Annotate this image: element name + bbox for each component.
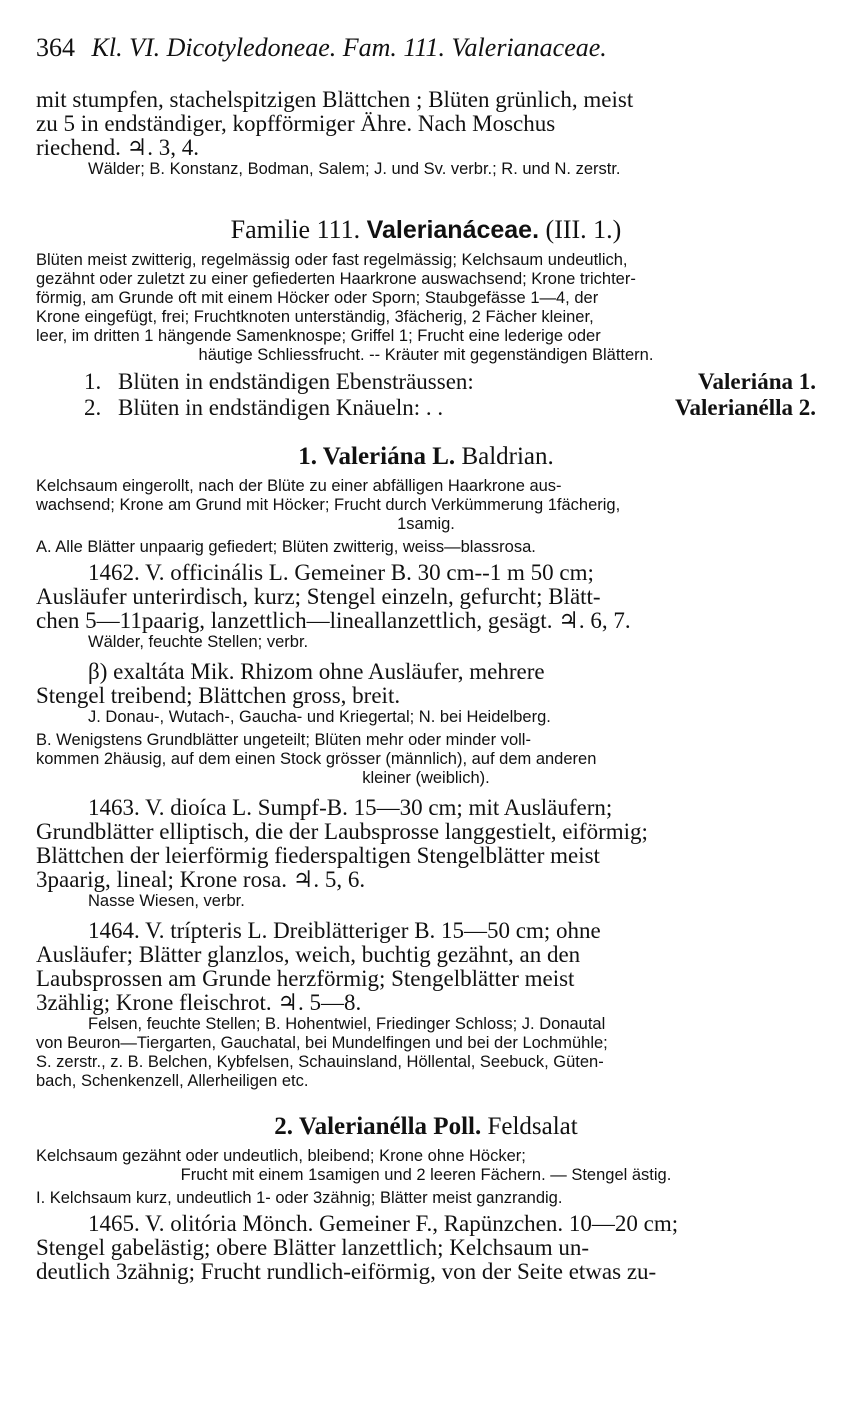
genus-heading [36,1113,816,1141]
text-line: leer, im dritten 1 hängende Samenknospe; Griffel 1; Frucht eine lederige oder [36,327,601,345]
text-line: B. Wenigstens Grundblätter ungeteilt; Blüten mehr oder minder voll- [36,731,531,749]
page-number: 364 [36,33,75,62]
variety-beta [36,660,816,727]
key-number: 2. [84,395,102,420]
text-line: Grundblätter elliptisch, die der Laubsprosse langgestielt, eiförmig; [36,819,648,844]
text-line: kleiner (weiblich). [362,769,490,787]
key-text: Blüten in endständigen Ebensträussen: [118,369,474,394]
habitat-line: S. zerstr., z. B. Belchen, Kybfelsen, Schauinsland, Höllental, Seebuck, Güten- [36,1053,604,1071]
genus-common-name: Baldrian. [461,443,554,470]
text-line: 1samig. [397,515,455,533]
key-row [36,395,816,421]
text-line: Blättchen der leierförmig fiederspaltigen Stengelblätter meist [36,843,600,868]
text-line: Frucht mit einem 1samigen und 2 leeren Fächern. — Stengel ästig. [180,1166,672,1184]
habitat-line: bach, Schenkenzell, Allerheiligen etc. [36,1072,309,1090]
genus-description [36,1147,816,1185]
family-label: Familie 111. [230,215,361,244]
habitat-line: Nasse Wiesen, verbr. [88,892,245,910]
text-line: Blüten meist zwitterig, regelmässig oder fast regelmässig; Kelchsaum undeutlich, [36,251,628,269]
text-line: häutige Schliessfrucht. -- Kräuter mit gegenständigen Blättern. [198,346,654,364]
text-line: Kelchsaum eingerollt, nach der Blüte zu einer abfälligen Haarkrone aus- [36,477,562,495]
text-line: chen 5—11paarig, lanzettlich—lineallanzettlich, gesägt. ♃. 6, 7. [36,608,631,633]
text-line: Laubsprossen am Grunde herzförmig; Stengelblätter meist [36,966,575,991]
key-result: Valeriána 1. [698,369,816,394]
text-line: Kelchsaum gezähnt oder undeutlich, bleibend; Krone ohne Höcker; [36,1147,526,1165]
family-heading [36,215,816,245]
habitat-line: Wälder, feuchte Stellen; verbr. [88,633,309,651]
text-line: 1464. V. trípteris L. Dreiblätteriger B. 15—50 cm; ohne [88,918,601,943]
section-b [36,731,816,788]
genus-title: 1. Valeriána L. [298,443,456,470]
genus-key [36,369,816,421]
key-text: Blüten in endständigen Knäueln: . . [118,395,444,420]
genus-title: 2. Valerianélla Poll. [274,1113,482,1140]
species-1465 [36,1212,816,1284]
species-1464 [36,919,816,1091]
running-title: Kl. VI. Dicotyledoneae. Fam. 111. Valerianaceae. [91,33,607,62]
key-result: Valerianélla 2. [675,395,816,420]
text-line: Ausläufer unterirdisch, kurz; Stengel einzeln, gefurcht; Blätt- [36,584,601,609]
habitat-line: J. Donau-, Wutach-, Gaucha- und Kriegertal; N. bei Heidelberg. [88,708,551,726]
habitat-line: Felsen, feuchte Stellen; B. Hohentwiel, Friedinger Schloss; J. Donautal [88,1015,606,1033]
habitat-line: von Beuron—Tiergarten, Gauchatal, bei Mundelfingen und bei der Lochmühle; [36,1034,608,1052]
key-number: 1. [84,369,102,394]
habitat-line: Wälder; B. Konstanz, Bodman, Salem; J. und Sv. verbr.; R. und N. zerstr. [88,160,621,178]
genus-heading [36,443,816,471]
text-line: kommen 2häusig, auf dem einen Stock grösser (männlich), auf dem anderen [36,750,597,768]
key-row [36,369,816,395]
text-line: Stengel treibend; Blättchen gross, breit. [36,683,401,708]
running-header [36,34,816,62]
species-1463 [36,796,816,911]
text-line: 1465. V. olitória Mönch. Gemeiner F., Rapünzchen. 10—20 cm; [88,1211,679,1236]
text-line: zu 5 in endständiger, kopfförmiger Ähre. Nach Moschus [36,111,556,136]
text-line: mit stumpfen, stachelspitzigen Blättchen ; Blüten grünlich, meist [36,87,634,112]
text-line: wachsend; Krone am Grund mit Höcker; Frucht durch Verkümmerung 1fächerig, [36,496,621,514]
text-line: 1462. V. officinális L. Gemeiner B. 30 cm--1 m 50 cm; [88,560,594,585]
section-heading: I. Kelchsaum kurz, undeutlich 1- oder 3zähnig; Blätter meist ganzrandig. [36,1189,563,1207]
carry-over-entry [36,88,816,179]
family-class: (III. 1.) [545,215,622,244]
text-line: förmig, am Grunde oft mit einem Höcker oder Sporn; Staubgefässe 1—4, der [36,289,599,307]
text-line: Stengel gabelästig; obere Blätter lanzettlich; Kelchsaum un- [36,1235,590,1260]
text-line: Krone eingefügt, frei; Fruchtknoten unterständig, 3fächerig, 2 Fächer kleiner, [36,308,594,326]
text-line: 3paarig, lineal; Krone rosa. ♃. 5, 6. [36,867,366,892]
text-line: deutlich 3zähnig; Frucht rundlich-eiförmig, von der Seite etwas zu- [36,1259,657,1284]
family-description [36,251,816,365]
section-heading: A. Alle Blätter unpaarig gefiedert; Blüten zwitterig, weiss—blassrosa. [36,538,536,556]
species-1462 [36,561,816,652]
text-line: 1463. V. dioíca L. Sumpf-B. 15—30 cm; mit Ausläufern; [88,795,613,820]
genus-common-name: Feldsalat [487,1113,578,1140]
text-line: Ausläufer; Blätter glanzlos, weich, buchtig gezähnt, an den [36,942,581,967]
text-line: β) exaltáta Mik. Rhizom ohne Ausläufer, mehrere [88,659,545,684]
text-line: 3zählig; Krone fleischrot. ♃. 5—8. [36,990,362,1015]
family-name: Valerianáceae. [366,216,540,244]
text-line: riechend. ♃. 3, 4. [36,135,200,160]
genus-description [36,477,816,534]
text-line: gezähnt oder zuletzt zu einer gefiederten Haarkrone auswachsend; Krone trichter- [36,270,636,288]
